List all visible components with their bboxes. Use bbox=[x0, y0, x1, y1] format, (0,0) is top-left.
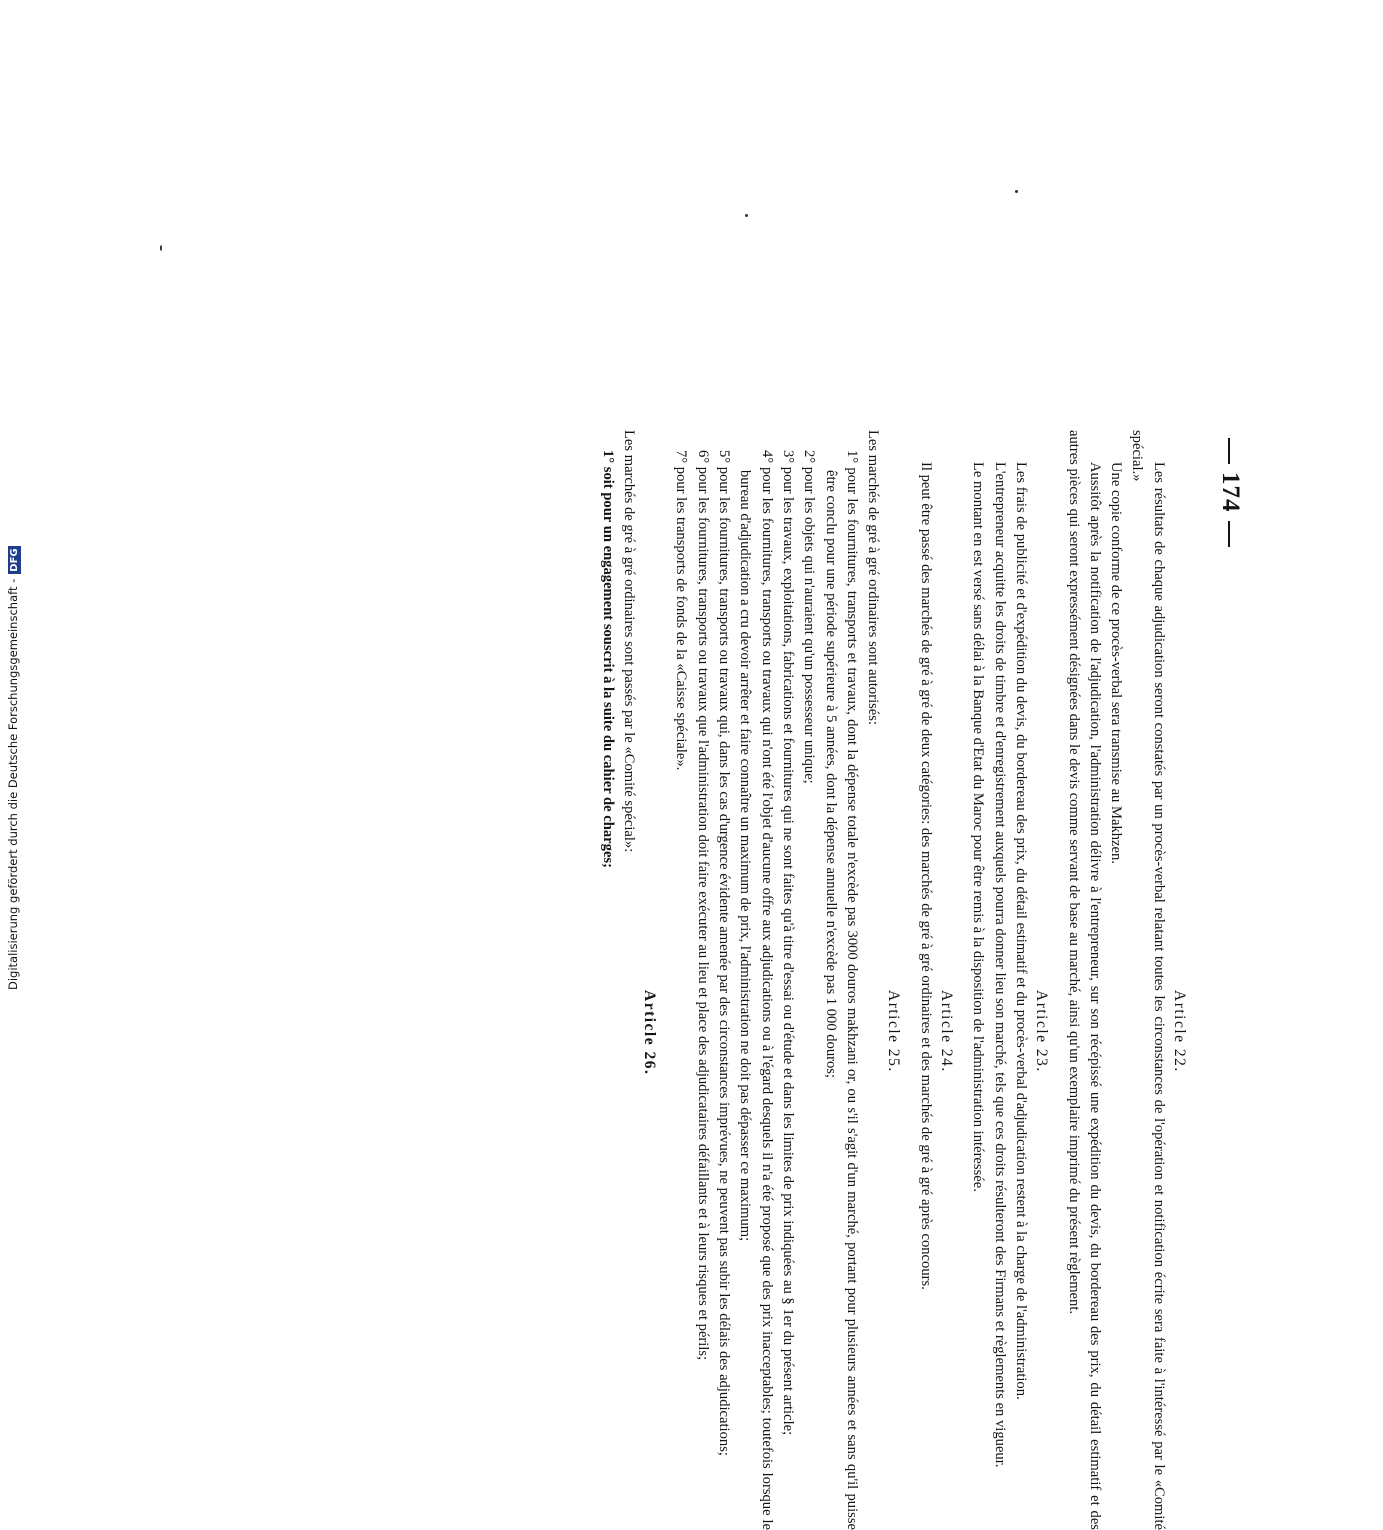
paragraph: Il peut être passé des marchés de gré à gré de deux catégories: des marchés de gré à gré ordinaires et des marchés de gré à gré après concours. bbox=[917, 462, 934, 1290]
list-intro: Les marchés de gré à gré ordinaires sont autorisés: bbox=[865, 430, 882, 726]
article-title: Article 26. bbox=[641, 990, 659, 1076]
scan-speck bbox=[745, 214, 748, 217]
article-24 bbox=[914, 430, 957, 1530]
article-title: Article 22. bbox=[1171, 990, 1188, 1073]
spacer bbox=[957, 430, 967, 1530]
scan-speck bbox=[1015, 190, 1018, 193]
paragraph: Aussitôt après la notification de l'adjudication, l'administration délivre à l'entrepreneur, sur son récépissé une expédition du devis, du bordereau des prix, du détail estimatif et des autres pièces qui seront expressément désignées dans le devis comme servant de base au marché, ainsi qu'un exemplaire imprimé du présent règlement. bbox=[1065, 430, 1103, 1530]
article-22 bbox=[1062, 430, 1190, 1530]
list-item: 3° pour les travaux, exploitations, fabrications et fournitures qui ne sont faites qu'à titre d'essai ou d'étude et dans les limites de prix indiquées au § 1er du présent article; bbox=[779, 450, 796, 1436]
scan-speck bbox=[160, 245, 162, 251]
paragraph: Une copie conforme de ce procès-verbal sera transmise au Makhzen. bbox=[1108, 462, 1125, 864]
list-item: 6° pour les fournitures, transports ou travaux que l'administration doit faire exécuter au lieu et place des adjudicataires défaillants et à leurs risques et périls; bbox=[694, 450, 711, 1361]
credit-text: Digitalisierung gefördert durch die Deutsche Forschungsgemeinschaft - bbox=[6, 578, 20, 990]
digitization-credit bbox=[6, 546, 21, 990]
dfg-logo: DFG bbox=[9, 548, 20, 572]
article-23 bbox=[967, 430, 1052, 1530]
article-26 bbox=[596, 430, 660, 1530]
list-item: 5° pour les fournitures, transports ou travaux qui, dans les cas d'urgence évidente amenée par des circonstances imprévues, ne peuvent pas subir les délais des adjudications; bbox=[716, 450, 733, 1456]
list-intro: Les marchés de gré à gré ordinaires sont passés par le «Comité spécial»: bbox=[620, 430, 637, 853]
paragraph: L'entrepreneur acquitte les droits de timbre et d'enregistrement auxquels pourra donner lieu son marché, tels que ces droits résulteront des Firmans et règlements en vigueur. bbox=[991, 462, 1008, 1468]
paragraph: Le montant en est versé sans délai à la Banque d'Etat du Maroc pour être remis à la disposition de l'administration intéressée. bbox=[970, 462, 987, 1192]
spacer bbox=[904, 430, 914, 1530]
article-title: Article 25. bbox=[885, 990, 903, 1073]
list-item: 1° soit pour un engagement souscrit à la suite du cahier de charges; bbox=[599, 450, 616, 868]
article-25 bbox=[670, 430, 904, 1530]
list-item: 7° pour les transports de fonds de la «Caisse spéciale». bbox=[673, 450, 690, 771]
article-title: Article 23. bbox=[1033, 990, 1051, 1073]
article-title: Article 24. bbox=[938, 990, 956, 1073]
page-number-dash-left bbox=[1228, 438, 1230, 464]
spacer bbox=[1052, 430, 1062, 1530]
rotated-page bbox=[150, 430, 1250, 1530]
list-item: 4° pour les fournitures, transports ou travaux qui n'ont été l'objet d'aucune offre aux adjudications ou à l'égard desquels il n'a été proposé que des prix inacceptables; toutefois lorsque le bureau d'adjudication a cru devoir arrêter et faire connaître un maximum de prix, l'administration ne doit pas dépasser ce maximum; bbox=[737, 450, 775, 1530]
page-number-text: 174 bbox=[1217, 472, 1244, 513]
paragraph: Les résultats de chaque adjudication seront constatés par un procès-verbal relatant toutes les circonstances de l'opération et notification écrite sera faite à l'intéressé par le «Comité spécial.» bbox=[1129, 430, 1167, 1530]
list-item: 2° pour les objets qui n'auraient qu'un possesseur unique; bbox=[801, 450, 818, 784]
page-body bbox=[596, 430, 1190, 1530]
list-item: 1° pour les fournitures, transports et travaux, dont la dépense totale n'excède pas 3000 douros makhzani or, ou s'il s'agit d'un marché, portant pour plusieurs années et sans qu'il puisse être conclu pour une période supérieure à 5 années, dont la dépense annuelle n'excède pas 1 000 douros; bbox=[822, 450, 860, 1530]
paragraph: Les frais de publicité et d'expédition du devis, du bordereau des prix, du détail estimatif et du procès-verbal d'adjudication restent à la charge de l'administration. bbox=[1012, 462, 1029, 1400]
page-number bbox=[1210, 430, 1250, 560]
spacer bbox=[660, 430, 670, 1530]
page-number-dash-right bbox=[1228, 521, 1230, 547]
